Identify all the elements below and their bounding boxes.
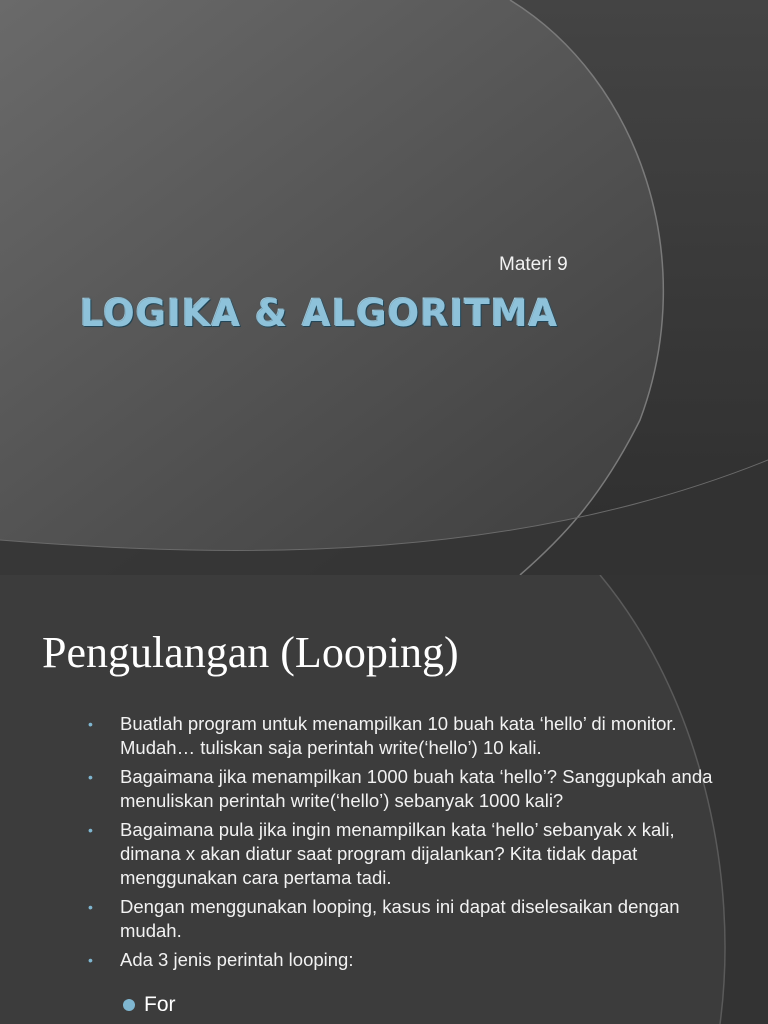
content-slide [0, 575, 768, 1024]
bullet-list [88, 712, 728, 977]
bullet-dot-icon: • [88, 716, 93, 732]
slide-title: Pengulangan (Looping) [42, 628, 459, 677]
bullet-dot-icon: • [88, 822, 93, 838]
sub-bullet-item [123, 993, 176, 1017]
slide-title: LOGIKA & ALGORITMA [80, 292, 559, 335]
bullet-item: • Dengan menggunakan looping, kasus ini dapat diselesaikan dengan mudah. [88, 896, 680, 941]
bullet-dot-icon: • [88, 952, 93, 968]
bullet-dot-icon: • [88, 769, 93, 785]
bullet-item: • Bagaimana jika menampilkan 1000 buah kata ‘hello’? Sanggupkah anda menuliskan perintah write(‘hello’) sebanyak 1000 kali? [88, 766, 713, 811]
bullet-item: • Ada 3 jenis perintah looping: [88, 949, 354, 970]
sub-bullet-label: For [144, 993, 176, 1016]
slide-subtitle: Materi 9 [499, 254, 568, 275]
bullet-dot-icon: • [88, 899, 93, 915]
bullet-item: • Buatlah program untuk menampilkan 10 buah kata ‘hello’ di monitor. Mudah… tuliskan saja perintah write(‘hello’) 10 kali. [88, 713, 677, 758]
bullet-item: • Bagaimana pula jika ingin menampilkan kata ‘hello’ sebanyak x kali, dimana x akan diatur saat program dijalankan? Kita tidak dapat menggunakan cara pertama tadi. [88, 819, 675, 888]
sub-bullet-dot-icon [123, 999, 135, 1011]
